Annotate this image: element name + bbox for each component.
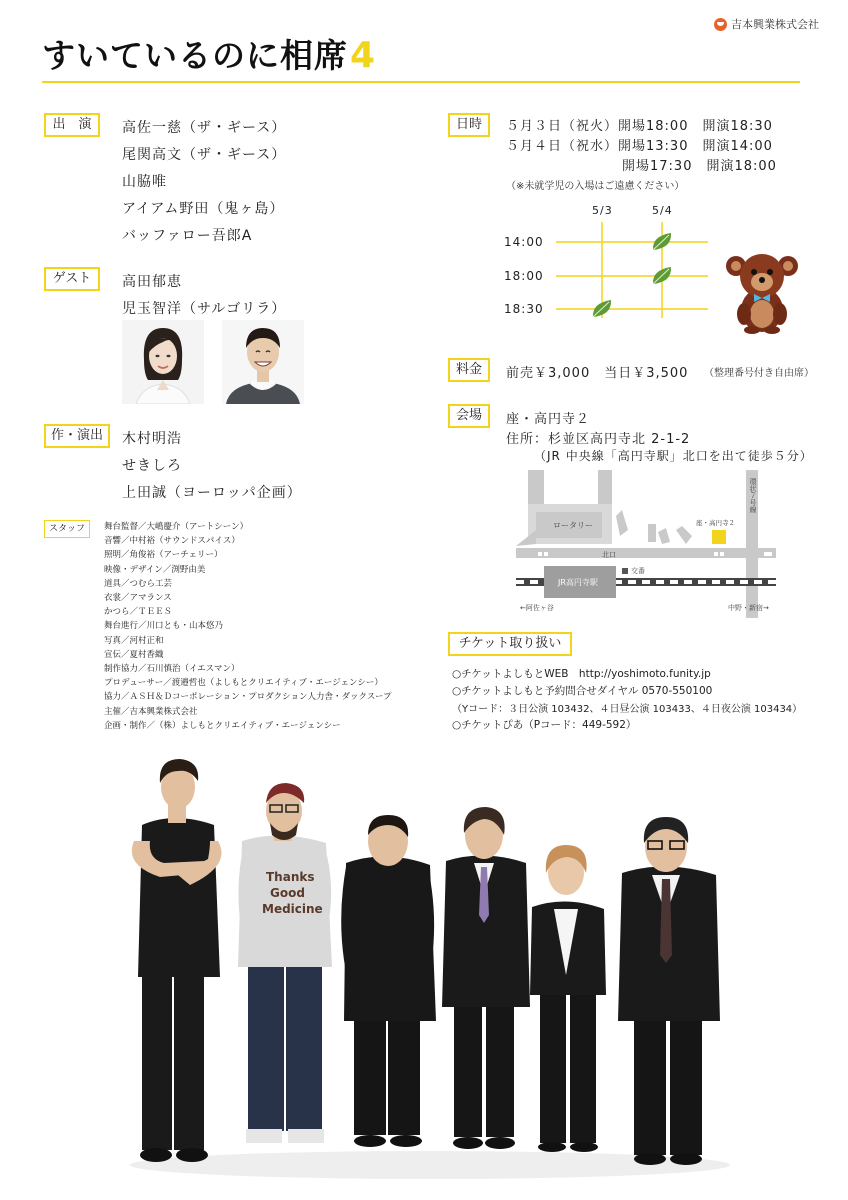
cast-person-1	[132, 759, 222, 1162]
staff-item: 協力／ＡＳＨ＆Ｄコーポレーション・プロダクション人力舎・ダックスープ	[104, 692, 392, 703]
map-drawing	[516, 470, 782, 618]
schedule-line: ５月３日（祝火）開場18:00 開演18:30	[506, 119, 773, 134]
title-divider	[42, 81, 800, 83]
map-venue-marker: 座・高円寺２	[696, 519, 735, 527]
schedule-column-label: 5/4	[652, 204, 673, 217]
staff-item: 企画・制作／（株）よしもとクリエイティブ・エージェンシー	[104, 720, 341, 731]
staff-item: 制作協力／石川慎治（イエスマン）	[104, 664, 240, 675]
staff-list	[104, 520, 392, 733]
company-name: 吉本興業株式会社	[731, 18, 819, 31]
leaf-icon	[653, 267, 671, 284]
director-label: 作・演出	[44, 424, 110, 448]
staff-item: 道具／つむら工芸	[104, 578, 173, 589]
guest-portrait-woman	[122, 320, 204, 404]
staff-item: 写真／河村正和	[104, 635, 164, 646]
cast-label: 出 演	[44, 113, 100, 137]
guest-label: ゲスト	[44, 267, 100, 291]
price-note: （整理番号付き自由席）	[704, 368, 814, 379]
title-number: 4	[350, 35, 377, 76]
staff-label: スタッフ	[44, 520, 90, 538]
venue-name: 座・高円寺２	[506, 412, 591, 427]
staff-item: 音響／中村裕（サウンドスパイス）	[104, 536, 240, 547]
guest-member: 児玉智洋（サルゴリラ）	[122, 301, 287, 317]
ticket-item: ○チケットよしもとWEB http://yoshimoto.funity.jp	[452, 668, 711, 680]
staff-item: プロデューサー／渡邉哲也（よしもとクリエイティブ・エージェンシー）	[104, 678, 383, 689]
page-title	[42, 30, 376, 77]
leaf-icon	[653, 233, 671, 250]
schedule-row-label: 18:30	[504, 302, 544, 316]
ticket-item: （Yコード：３日公演 103432、４日昼公演 103433、４日夜公演 103434）	[452, 704, 803, 715]
staff-item: かつら／ＴＥＥＳ	[104, 607, 173, 618]
map-east: 中野・新宿→	[728, 604, 769, 612]
cast-member: アイアム野田（鬼ヶ島）	[122, 201, 285, 217]
staff-item: 衣裳／アマランス	[104, 593, 172, 604]
shirt-text: Good	[270, 886, 305, 900]
guest-portrait-man	[222, 320, 304, 404]
company-logo-icon	[714, 18, 727, 31]
schedule-column-label: 5/3	[592, 204, 613, 217]
map-station: JR高円寺駅	[558, 578, 598, 587]
ticket-item: ○チケットぴあ（Pコード：449-592）	[452, 719, 637, 731]
cast-person-2	[238, 783, 332, 1143]
cast-member: 尾関高文（ザ・ギース）	[122, 147, 287, 163]
venue-map	[516, 470, 782, 618]
shirt-text: Thanks	[266, 870, 315, 884]
schedule-chart	[500, 200, 720, 320]
cast-person-4	[442, 807, 530, 1149]
cast-member: 山脇唯	[122, 174, 167, 190]
director-name: せきしろ	[122, 458, 182, 474]
staff-item: 宣伝／夏村香織	[104, 649, 164, 660]
staff-item: 照明／角俊裕（アーチェリー）	[104, 550, 223, 561]
cast-person-5	[530, 845, 606, 1152]
staff-item: 映像・デザイン／渕野由美	[104, 564, 206, 575]
staff-item: 舞台監督／大嶋慶介（アートシーン）	[104, 522, 249, 532]
map-koban: 交番	[631, 567, 645, 575]
map-west: ←阿佐ヶ谷	[520, 604, 554, 612]
map-north-exit: 北口	[602, 551, 616, 559]
guest-member: 高田郁恵	[122, 274, 182, 290]
venue-label: 会場	[448, 404, 490, 428]
venue-address: 住所：杉並区高円寺北 2-1-2	[506, 432, 691, 447]
schedule-row-label: 18:00	[504, 269, 544, 283]
schedule-note: （※未就学児の入場はご遠慮ください）	[506, 181, 685, 192]
schedule-row-label: 14:00	[504, 235, 544, 249]
price-label: 料金	[448, 358, 490, 382]
staff-item: 舞台進行／川口とも・山本悠乃	[104, 621, 224, 632]
map-ring-road: 環状７号線	[749, 478, 757, 513]
cast-member: バッファロー吾郎A	[122, 228, 253, 244]
bear-mascot-icon	[722, 248, 802, 334]
tickets-label: チケット取り扱い	[448, 632, 572, 656]
director-name: 木村明浩	[122, 431, 182, 447]
leaf-icon	[593, 300, 611, 317]
venue-access: （JR 中央線「高円寺駅」北口を出て徒歩５分）	[534, 449, 813, 463]
schedule-label: 日時	[448, 113, 490, 137]
cast-member: 高佐一慈（ザ・ギース）	[122, 120, 287, 136]
title-main: すいているのに相席	[42, 36, 348, 75]
schedule-grid	[500, 200, 720, 320]
cast-group-photo	[120, 745, 740, 1185]
cast-person-3	[341, 815, 436, 1147]
schedule-line: ５月４日（祝水）開場13:30 開演14:00	[506, 139, 773, 154]
ticket-item: ○チケットよしもと予約問合せダイヤル 0570-550100	[452, 685, 713, 697]
shirt-text: Medicine	[262, 902, 323, 916]
map-rotary: ロータリー	[553, 521, 593, 530]
company-logo	[714, 16, 819, 32]
staff-item: 主催／吉本興業株式会社	[104, 706, 198, 717]
director-name: 上田誠（ヨーロッパ企画）	[122, 485, 302, 501]
price-text: 前売￥3,000 当日￥3,500	[506, 366, 689, 381]
schedule-line: 開場17:30 開演18:00	[622, 159, 777, 174]
cast-person-6	[618, 817, 720, 1165]
